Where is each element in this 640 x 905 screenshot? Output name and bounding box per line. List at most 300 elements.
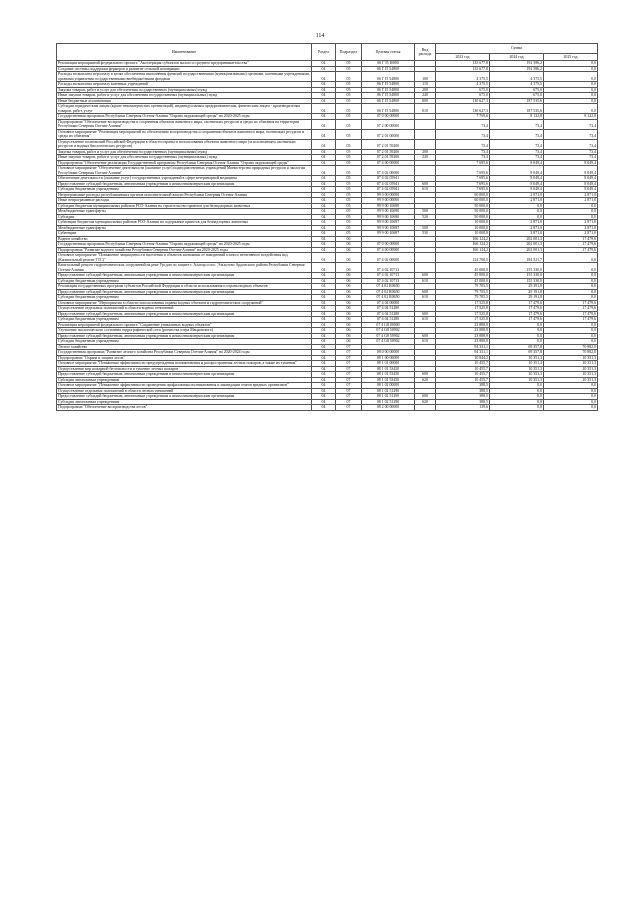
cell-vr: 620 bbox=[415, 399, 436, 405]
cell-y1: 10 455,7 bbox=[436, 361, 490, 367]
cell-y3: 0,0 bbox=[544, 383, 598, 389]
cell-vr: 600 bbox=[415, 333, 436, 339]
cell-sub: 06 bbox=[336, 317, 362, 323]
cell-cs: 07 4 02 05941 bbox=[362, 176, 415, 182]
cell-name: Осуществление отдельных полномочий в области лесных отношений bbox=[57, 388, 312, 394]
cell-y1: 130 627,3 bbox=[436, 104, 490, 114]
cell-y1: 4 375,5 bbox=[436, 72, 490, 82]
cell-sub: 05 bbox=[336, 225, 362, 231]
cell-sec: 04 bbox=[312, 399, 336, 405]
cell-y1: 10 000,0 bbox=[436, 220, 490, 226]
cell-cs: 07 4 04 51280 bbox=[362, 306, 415, 312]
cell-sec: 04 bbox=[312, 231, 336, 237]
cell-y2: 0,0 bbox=[490, 394, 544, 400]
cell-sub: 06 bbox=[336, 339, 362, 345]
cell-y1: 7 695,6 bbox=[436, 166, 490, 176]
cell-cs: 07 4 02 R0650 bbox=[362, 284, 415, 290]
cell-y3: 2 871,0 bbox=[544, 192, 598, 198]
cell-name: Реализация государственных программ субъектов Российской Федерации в области использования и охраны водных объектов bbox=[57, 284, 312, 290]
cell-y1: 45 000,0 bbox=[436, 273, 490, 279]
cell-vr: 600 bbox=[415, 181, 436, 187]
cell-y3: 10 351,3 bbox=[544, 372, 598, 378]
cell-name: Закупка товаров, работ и услуг для обеспечения государственных (муниципальных) нужд bbox=[57, 87, 312, 93]
cell-name: Субсидии bbox=[57, 214, 312, 220]
cell-sec: 04 bbox=[312, 72, 336, 82]
cell-y1: 166 124,2 bbox=[436, 247, 490, 253]
cell-name: Предоставление субсидий бюджетным, автономным учреждениям и иным некоммерческим организациям bbox=[57, 289, 312, 295]
cell-y1: 23 888,9 bbox=[436, 333, 490, 339]
table-row bbox=[57, 253, 598, 263]
cell-sec: 04 bbox=[312, 295, 336, 301]
cell-vr: 500 bbox=[415, 209, 436, 215]
cell-sec: 04 bbox=[312, 242, 336, 248]
cell-sub: 05 bbox=[336, 149, 362, 155]
cell-y1: 73,4 bbox=[436, 155, 490, 161]
cell-y1: 50 000,0 bbox=[436, 203, 490, 209]
cell-cs: 99 9 00 10690 bbox=[362, 214, 415, 220]
cell-vr: 600 bbox=[415, 311, 436, 317]
cell-name: Основное мероприятие "Реализация мероприятий по обеспечению воспроизводства и сохранения объектов животного мира, охотничьих ресурсов и среды их обитания" bbox=[57, 129, 312, 139]
cell-y3: 0,0 bbox=[544, 209, 598, 215]
cell-sub: 06 bbox=[336, 242, 362, 248]
cell-sec: 04 bbox=[312, 372, 336, 378]
cell-y3: 0,0 bbox=[544, 253, 598, 263]
cell-y2: 8 049,4 bbox=[490, 187, 544, 193]
cell-vr: 810 bbox=[415, 104, 436, 114]
cell-sec: 04 bbox=[312, 203, 336, 209]
cell-y1: 7 695,6 bbox=[436, 176, 490, 182]
cell-y2: 17 479,6 bbox=[490, 311, 544, 317]
cell-cs: 07 4 02 10713 bbox=[362, 278, 415, 284]
cell-cs: 08 0 00 00000 bbox=[362, 350, 415, 356]
page-number: 114 bbox=[315, 33, 325, 39]
cell-sub: 07 bbox=[336, 405, 362, 411]
cell-sec: 04 bbox=[312, 198, 336, 204]
cell-sec: 04 bbox=[312, 278, 336, 284]
cell-name: Субсидии бюджетным учреждениям bbox=[57, 295, 312, 301]
cell-name: Государственная программа Республики Северная Осетия-Алания "Охрана окружающей среды" на 2020-2025 годы bbox=[57, 114, 312, 120]
cell-y2: 0,0 bbox=[490, 328, 544, 334]
cell-y2: 2 871,0 bbox=[490, 225, 544, 231]
cell-y1: 7 769,6 bbox=[436, 114, 490, 120]
cell-vr bbox=[415, 405, 436, 411]
cell-sub: 07 bbox=[336, 366, 362, 372]
cell-sec: 04 bbox=[312, 394, 336, 400]
cell-name: Непрограммные расходы республиканских органов исполнительной власти Республики Северная Осетия-Алания bbox=[57, 192, 312, 198]
table-row bbox=[57, 166, 598, 176]
cell-sub: 07 bbox=[336, 383, 362, 389]
cell-y1: 73,4 bbox=[436, 139, 490, 149]
cell-sub: 05 bbox=[336, 181, 362, 187]
cell-y2: 8 049,4 bbox=[490, 166, 544, 176]
cell-y2: 0,0 bbox=[490, 399, 544, 405]
cell-sec: 04 bbox=[312, 284, 336, 290]
cell-sub: 06 bbox=[336, 247, 362, 253]
cell-y1: 388,5 bbox=[436, 394, 490, 400]
cell-vr bbox=[415, 166, 436, 176]
cell-sub: 06 bbox=[336, 333, 362, 339]
table-row bbox=[57, 139, 598, 149]
cell-sub: 07 bbox=[336, 388, 362, 394]
cell-y3: 0,0 bbox=[544, 388, 598, 394]
cell-cs: 07 2 01 00000 bbox=[362, 129, 415, 139]
cell-cs: 99 9 00 00000 bbox=[362, 198, 415, 204]
cell-sub: 05 bbox=[336, 87, 362, 93]
cell-y1: 675,0 bbox=[436, 87, 490, 93]
cell-name: Субсидии бюджетным учреждениям bbox=[57, 278, 312, 284]
cell-vr: 240 bbox=[415, 93, 436, 99]
cell-name: Расходы на выплаты персоналу в целях обеспечения выполнения функций государственными (муниципальными) органами, казенными учреждениями, органами управления государственными внебюджетными фондами bbox=[58, 72, 310, 81]
cell-y2: 73,4 bbox=[490, 119, 544, 129]
cell-sec: 04 bbox=[312, 225, 336, 231]
cell-sec: 04 bbox=[312, 361, 336, 367]
cell-cs: 99 9 00 10690 bbox=[362, 209, 415, 215]
cell-y3: 0,0 bbox=[544, 284, 598, 290]
cell-sec: 04 bbox=[312, 98, 336, 104]
cell-y2: 155 330,0 bbox=[490, 273, 544, 279]
cell-sub: 05 bbox=[336, 66, 362, 72]
cell-name: Предоставление субсидий бюджетным, автономным учреждениям и иным некоммерческим организациям bbox=[57, 394, 312, 400]
cell-y2: 10 351,3 bbox=[490, 372, 544, 378]
cell-vr: 100 bbox=[415, 72, 436, 82]
cell-name: Основное мероприятие "Повышение защищенности населения и объектов экономики от наводнений и иного негативного воздействия вод (Капитальный ремонт ГТС)" bbox=[57, 253, 312, 263]
cell-cs: 06 Г I5 54800 bbox=[362, 98, 415, 104]
cell-y2: 155 330,0 bbox=[490, 278, 544, 284]
cell-sub: 05 bbox=[336, 192, 362, 198]
header-expense: Вид расхода bbox=[415, 44, 436, 61]
cell-cs: 99 9 00 10690 bbox=[362, 203, 415, 209]
cell-sec: 04 bbox=[312, 263, 336, 273]
cell-sub: 05 bbox=[336, 93, 362, 99]
cell-cs: 07 0 00 00000 bbox=[362, 242, 415, 248]
cell-sub: 05 bbox=[336, 203, 362, 209]
cell-y2: 2 871,0 bbox=[490, 198, 544, 204]
cell-y3: 73,4 bbox=[544, 155, 598, 161]
cell-sub: 07 bbox=[336, 355, 362, 361]
cell-cs: 08 1 01 53450 bbox=[362, 366, 415, 372]
cell-vr: 610 bbox=[415, 187, 436, 193]
cell-name: Государственная программа Республики Северная Осетия-Алания "Охрана окружающей среды" на 2020-2025 годы bbox=[57, 242, 312, 248]
cell-y1: 135 677,8 bbox=[436, 66, 490, 72]
cell-y1: 60 000,0 bbox=[436, 198, 490, 204]
cell-y1: 10 000,0 bbox=[436, 225, 490, 231]
cell-cs: 07 4 02 05941 bbox=[362, 187, 415, 193]
cell-y2: 69 357,8 bbox=[490, 350, 544, 356]
cell-vr: 240 bbox=[415, 155, 436, 161]
cell-sec: 04 bbox=[312, 87, 336, 93]
cell-name: Субсидии автономным учреждениям bbox=[57, 377, 312, 383]
cell-y3: 0,0 bbox=[544, 289, 598, 295]
cell-sub: 05 bbox=[336, 119, 362, 129]
cell-y2: 10 351,3 bbox=[490, 366, 544, 372]
cell-y3: 2 871,0 bbox=[544, 220, 598, 226]
cell-cs: 08 1 01 00000 bbox=[362, 361, 415, 367]
cell-sec: 04 bbox=[312, 66, 336, 72]
cell-y2: 675,0 bbox=[490, 87, 544, 93]
cell-cs: 08 1 01 53450 bbox=[362, 372, 415, 378]
cell-y3: 0,0 bbox=[544, 322, 598, 328]
cell-sec: 04 bbox=[312, 214, 336, 220]
cell-cs: 08 1 02 51290 bbox=[362, 388, 415, 394]
table-row bbox=[57, 263, 598, 273]
cell-sub: 06 bbox=[336, 328, 362, 334]
cell-sub: 06 bbox=[336, 322, 362, 328]
cell-cs: 07 4 G8 50902 bbox=[362, 339, 415, 345]
cell-y2: 29 191,8 bbox=[490, 284, 544, 290]
cell-y2: 10 351,3 bbox=[490, 361, 544, 367]
cell-y1: 10 455,7 bbox=[436, 366, 490, 372]
table-row bbox=[57, 129, 598, 139]
cell-sub: 05 bbox=[336, 82, 362, 88]
table-row bbox=[57, 119, 598, 129]
cell-sec: 04 bbox=[312, 61, 336, 67]
cell-sub: 05 bbox=[336, 72, 362, 82]
cell-y1: 17 525,8 bbox=[436, 311, 490, 317]
cell-cs: 06 Г I5 54800 bbox=[362, 82, 415, 88]
cell-vr: 610 bbox=[415, 278, 436, 284]
cell-sub: 05 bbox=[336, 160, 362, 166]
cell-name: Субсидии бюджетам муниципальных районов РСО-Алания на строительство приютов для безнадзорных животных bbox=[57, 203, 312, 209]
cell-cs: 07 2 00 00000 bbox=[362, 119, 415, 129]
cell-cs: 06 Г I5 54800 bbox=[362, 93, 415, 99]
cell-sec: 04 bbox=[312, 104, 336, 114]
cell-sub: 05 bbox=[336, 104, 362, 114]
cell-sec: 04 bbox=[312, 181, 336, 187]
cell-y3: 8 049,4 bbox=[544, 181, 598, 187]
cell-sec: 04 bbox=[312, 306, 336, 312]
cell-y2: 8 122,8 bbox=[490, 114, 544, 120]
cell-name: Иные бюджетные ассигнования bbox=[57, 98, 312, 104]
cell-name: Субсидии автономным учреждениям bbox=[57, 399, 312, 405]
cell-sub: 05 bbox=[336, 114, 362, 120]
cell-y2: 73,4 bbox=[490, 149, 544, 155]
cell-vr bbox=[415, 139, 436, 149]
cell-sub: 05 bbox=[336, 139, 362, 149]
cell-y3: 10 351,3 bbox=[544, 366, 598, 372]
cell-sec: 04 bbox=[312, 139, 336, 149]
cell-sec: 04 bbox=[312, 383, 336, 389]
cell-cs: 08 1 00 00000 bbox=[362, 355, 415, 361]
cell-y3: 0,0 bbox=[544, 203, 598, 209]
cell-vr: 610 bbox=[415, 295, 436, 301]
cell-y2: 675,0 bbox=[490, 93, 544, 99]
cell-y1: 17 525,8 bbox=[436, 300, 490, 306]
cell-name: Основное мероприятие "Повышение эффективности предупреждения возникновения и распространения лесных пожаров, а также их тушения" bbox=[57, 361, 312, 367]
cell-y1: 73,4 bbox=[436, 119, 490, 129]
cell-y1: 388,5 bbox=[436, 383, 490, 389]
cell-y2: 2 871,0 bbox=[490, 231, 544, 237]
cell-vr: 800 bbox=[415, 98, 436, 104]
cell-name: Подпрограмма "Развитие водного хозяйства Республики Северная Осетия-Алания" на 2020-2025 годы bbox=[57, 247, 312, 253]
cell-sub: 05 bbox=[336, 155, 362, 161]
cell-sec: 04 bbox=[312, 129, 336, 139]
cell-sec: 04 bbox=[312, 328, 336, 334]
cell-y3: 2 871,0 bbox=[544, 198, 598, 204]
cell-y1: 45 000,0 bbox=[436, 278, 490, 284]
cell-y3: 10 351,3 bbox=[544, 361, 598, 367]
cell-name: Основное мероприятие "Повышение эффективности проведения профилактики возникновения и ликвидации очагов вредных организмов" bbox=[57, 383, 312, 389]
cell-y3: 8 049,4 bbox=[544, 176, 598, 182]
cell-sec: 04 bbox=[312, 236, 336, 242]
cell-name: Подпрограмма "Охрана и защита лесов" bbox=[57, 355, 312, 361]
cell-cs: 07 4 G8 00000 bbox=[362, 322, 415, 328]
cell-y2: 0,0 bbox=[490, 405, 544, 411]
cell-y2: 29 191,8 bbox=[490, 289, 544, 295]
cell-y2: 2 871,0 bbox=[490, 220, 544, 226]
cell-cs: 08 1 02 51290 bbox=[362, 399, 415, 405]
cell-sub: 05 bbox=[336, 176, 362, 182]
cell-sec: 04 bbox=[312, 339, 336, 345]
cell-y1: 45 000,0 bbox=[436, 263, 490, 273]
cell-sec: 04 bbox=[312, 114, 336, 120]
cell-cs: 07 2 01 59200 bbox=[362, 155, 415, 161]
cell-cs: 06 Г I5 54800 bbox=[362, 72, 415, 82]
cell-name: Реализация мероприятий федерального проекта "Сохранение уникальных водных объектов" bbox=[57, 322, 312, 328]
cell-y1: 10 844,2 bbox=[436, 355, 490, 361]
cell-y1: 79 705,5 bbox=[436, 284, 490, 290]
header-name: Наименование bbox=[57, 44, 312, 61]
cell-name: Расходы на выплаты персоналу казенных учреждений bbox=[57, 82, 312, 88]
cell-y3: 0,0 bbox=[544, 87, 598, 93]
cell-cs: 07 4 02 10713 bbox=[362, 273, 415, 279]
cell-y1: 94 331,1 bbox=[436, 350, 490, 356]
cell-sub: 05 bbox=[336, 231, 362, 237]
cell-cs: 07 4 04 00000 bbox=[362, 300, 415, 306]
cell-y3: 0,0 bbox=[544, 98, 598, 104]
cell-y2: 8 049,4 bbox=[490, 181, 544, 187]
cell-vr: 200 bbox=[415, 87, 436, 93]
cell-sub: 05 bbox=[336, 214, 362, 220]
cell-y2: 0,0 bbox=[490, 333, 544, 339]
cell-y3: 17 479,6 bbox=[544, 317, 598, 323]
cell-y1: 23 888,9 bbox=[436, 328, 490, 334]
cell-y3: 8 049,4 bbox=[544, 166, 598, 176]
cell-y2: 192 586,2 bbox=[490, 61, 544, 67]
cell-y2: 8 049,4 bbox=[490, 176, 544, 182]
cell-y2: 0,0 bbox=[490, 209, 544, 215]
cell-y1: 135 677,8 bbox=[436, 61, 490, 67]
cell-sub: 06 bbox=[336, 306, 362, 312]
cell-sec: 04 bbox=[312, 192, 336, 198]
header-subsection: Подраздел bbox=[336, 44, 362, 61]
cell-cs: 07 4 00 00000 bbox=[362, 247, 415, 253]
cell-y2: 0,0 bbox=[490, 383, 544, 389]
cell-name: Закупка товаров, работ и услуг для обеспечения государственных (муниципальных) нужд bbox=[57, 149, 312, 155]
cell-sec: 04 bbox=[312, 82, 336, 88]
cell-y3: 0,0 bbox=[544, 278, 598, 284]
cell-y1: 124 700,5 bbox=[436, 253, 490, 263]
cell-sub: 06 bbox=[336, 263, 362, 273]
cell-vr: 530 bbox=[415, 231, 436, 237]
cell-y3: 0,0 bbox=[544, 104, 598, 114]
cell-y3: 17 479,6 bbox=[544, 306, 598, 312]
cell-y3: 0,0 bbox=[544, 263, 598, 273]
cell-cs: 07 4 04 51280 bbox=[362, 311, 415, 317]
cell-sub: 05 bbox=[336, 187, 362, 193]
cell-name: Водное хозяйство bbox=[57, 236, 312, 242]
cell-vr: 600 bbox=[415, 372, 436, 378]
cell-sub: 07 bbox=[336, 394, 362, 400]
cell-y1: 130 627,3 bbox=[436, 98, 490, 104]
cell-cs: 06 Г I5 I0000 bbox=[362, 61, 415, 67]
cell-vr bbox=[415, 129, 436, 139]
cell-sec: 04 bbox=[312, 333, 336, 339]
cell-sec: 04 bbox=[312, 93, 336, 99]
cell-vr: 600 bbox=[415, 394, 436, 400]
cell-y1: 166 124,2 bbox=[436, 236, 490, 242]
cell-name: Иные закупки товаров, работ и услуг для обеспечения государственных (муниципальных) нужд bbox=[57, 93, 312, 99]
cell-cs: 07 4 02 R0650 bbox=[362, 295, 415, 301]
cell-y2: 192 586,2 bbox=[490, 66, 544, 72]
cell-y2: 0,0 bbox=[490, 339, 544, 345]
cell-name: Субвенции бюджетам муниципальных районов РСО-Алания на содержание приютов для безнадзорных животных bbox=[57, 220, 312, 226]
cell-y1: 23 888,9 bbox=[436, 322, 490, 328]
cell-name: Реализация мероприятий федерального проекта "Акселерация субъектов малого и среднего предпринимательства" bbox=[57, 61, 312, 67]
cell-cs: 07 4 04 51280 bbox=[362, 317, 415, 323]
cell-cs: 08 1 01 53450 bbox=[362, 377, 415, 383]
cell-cs: 99 9 00 10697 bbox=[362, 231, 415, 237]
cell-sub: 07 bbox=[336, 344, 362, 350]
cell-y3: 70 882,0 bbox=[544, 344, 598, 350]
cell-sec: 04 bbox=[312, 176, 336, 182]
cell-name: Субсидии бюджетным учреждениям bbox=[57, 317, 312, 323]
cell-y3: 8 122,8 bbox=[544, 114, 598, 120]
cell-y1: 675,0 bbox=[436, 93, 490, 99]
cell-vr: 500 bbox=[415, 225, 436, 231]
cell-vr: 110 bbox=[415, 82, 436, 88]
cell-sub: 06 bbox=[336, 236, 362, 242]
cell-y3: 17 479,6 bbox=[544, 242, 598, 248]
cell-y1: 139,6 bbox=[436, 405, 490, 411]
cell-name: Субсидии бюджетным учреждениям bbox=[57, 339, 312, 345]
cell-name: Осуществление полномочий Российской Федерации в области охраны и использования объектов животного мира (за исключением охотничьих ресурсов и водных биологических ресурсов) bbox=[57, 139, 312, 149]
cell-name: Обеспечение деятельности (оказание услуг) государственных учреждений в сфере ветеринарной медицины bbox=[57, 176, 312, 182]
cell-cs: 07 4 02 05941 bbox=[362, 181, 415, 187]
cell-cs: 06 Г I5 54800 bbox=[362, 87, 415, 93]
cell-name: Иные закупки товаров, работ и услуг для обеспечения государственных (муниципальных) нужд bbox=[57, 155, 312, 161]
cell-y1: 79 705,5 bbox=[436, 289, 490, 295]
cell-name: Субсидии юридическим лицам (кроме некоммерческих организаций), индивидуальным предпринимателям, физическим лицам - производителям товаров, работ, услуг bbox=[57, 104, 312, 114]
cell-y2: 17 479,6 bbox=[490, 300, 544, 306]
cell-y3: 0,0 bbox=[544, 61, 598, 67]
cell-y2: 73,4 bbox=[490, 129, 544, 139]
cell-y3: 17 479,6 bbox=[544, 236, 598, 242]
cell-cs: 99 0 00 00000 bbox=[362, 192, 415, 198]
cell-cs: 07 4 02 00000 bbox=[362, 166, 415, 176]
cell-y1: 7 695,6 bbox=[436, 181, 490, 187]
cell-sub: 07 bbox=[336, 399, 362, 405]
cell-sec: 04 bbox=[312, 366, 336, 372]
cell-vr: 520 bbox=[415, 214, 436, 220]
cell-y1: 7 695,6 bbox=[436, 160, 490, 166]
header-section: Раздел bbox=[312, 44, 336, 61]
cell-sec: 04 bbox=[312, 322, 336, 328]
cell-name: Иные непрограммные расходы bbox=[57, 198, 312, 204]
cell-name: Межбюджетные трансферты bbox=[57, 225, 312, 231]
table-row bbox=[57, 104, 598, 114]
cell-sec: 04 bbox=[312, 344, 336, 350]
cell-y3: 0,0 bbox=[544, 66, 598, 72]
cell-y2: 0,0 bbox=[490, 388, 544, 394]
cell-y2: 10 351,3 bbox=[490, 355, 544, 361]
cell-sub: 06 bbox=[336, 289, 362, 295]
cell-y3: 8 049,4 bbox=[544, 160, 598, 166]
cell-sec: 04 bbox=[312, 160, 336, 166]
cell-y3: 0,0 bbox=[544, 339, 598, 345]
cell-y2: 0,0 bbox=[490, 322, 544, 328]
cell-y2: 4 375,5 bbox=[490, 72, 544, 82]
cell-name: Улучшение экологического состояния гидрографической сети (расчистка озера Мацковского) bbox=[57, 328, 312, 334]
